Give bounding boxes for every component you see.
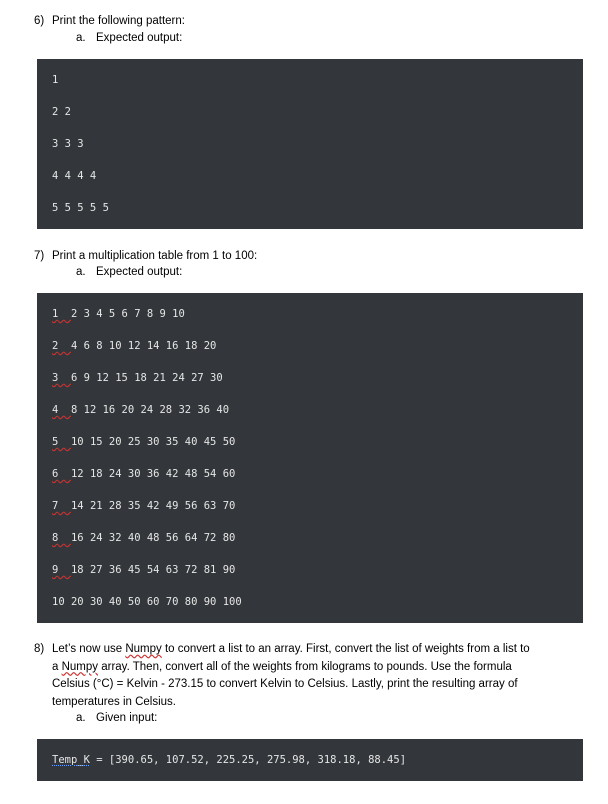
code-line — [52, 754, 406, 766]
multiplication-table-output-block — [37, 293, 583, 623]
question-number: 7) — [34, 250, 45, 262]
given-input-code-block — [37, 739, 583, 781]
row-rest: 12 18 24 30 36 42 48 54 60 — [70, 468, 236, 480]
row-first: 2 — [52, 340, 59, 352]
row-rest: 2 3 4 5 6 7 8 9 10 — [70, 308, 185, 320]
question-7 — [34, 250, 257, 262]
table-row — [52, 372, 223, 384]
row-rest: 16 24 32 40 48 56 64 72 80 — [70, 532, 236, 544]
row-first: 8 — [52, 532, 59, 544]
question-6 — [34, 15, 185, 27]
table-row — [52, 308, 185, 320]
table-row — [52, 468, 235, 480]
table-row — [52, 500, 235, 512]
paragraph-line: Let’s now use Numpy to convert a list to an array. First, convert the list of weights from a list to — [52, 643, 530, 655]
table-row — [52, 436, 235, 448]
code-line: 5 5 5 5 5 — [52, 202, 109, 214]
code-line: 2 2 — [52, 106, 71, 118]
row-first: 4 — [52, 404, 59, 416]
row-rest: 20 30 40 50 60 70 80 90 100 — [70, 596, 242, 608]
code-line: 1 — [52, 74, 59, 86]
pattern-output-block — [37, 59, 583, 229]
paragraph-line: Celsius (°C) = Kelvin - 273.15 to convert Kelvin to Celsius. Lastly, print the resulting array of — [52, 678, 518, 690]
row-first: 1 — [52, 308, 59, 320]
paragraph-line: temperatures in Celsius. — [52, 695, 176, 708]
code-line: 3 3 3 — [52, 138, 84, 150]
question-8-text — [52, 641, 572, 711]
question-text: Print the following pattern: — [52, 15, 185, 27]
row-rest: 8 12 16 20 24 28 32 36 40 — [70, 404, 230, 416]
table-row — [52, 532, 235, 544]
row-rest: 10 15 20 25 30 35 40 45 50 — [70, 436, 236, 448]
row-rest: 18 27 36 45 54 63 72 81 90 — [70, 564, 236, 576]
row-rest: 4 6 8 10 12 14 16 18 20 — [70, 340, 217, 352]
row-rest: 14 21 28 35 42 49 56 63 70 — [70, 500, 236, 512]
code-variable: Temp_K — [52, 754, 90, 766]
table-row — [52, 596, 242, 608]
sub-text: Expected output: — [96, 266, 183, 278]
row-first: 3 — [52, 372, 59, 384]
question-7-sub-a — [76, 266, 182, 278]
code-line: 4 4 4 4 — [52, 170, 97, 182]
sub-label: a. — [76, 712, 86, 724]
code-assignment: = [390.65, 107.52, 225.25, 275.98, 318.18, 88.45] — [89, 754, 407, 766]
question-6-sub-a — [76, 32, 182, 44]
sub-text: Expected output: — [96, 32, 183, 44]
question-number: 6) — [34, 15, 45, 27]
row-first: 5 — [52, 436, 59, 448]
numpy-word: Numpy — [125, 643, 162, 655]
sub-text: Given input: — [96, 712, 158, 724]
row-first: 9 — [52, 564, 59, 576]
paragraph-line: a Numpy array. Then, convert all of the weights from kilograms to pounds. Use the formula — [52, 660, 512, 673]
numpy-word: Numpy — [61, 660, 99, 673]
table-row — [52, 340, 216, 352]
sub-label: a. — [76, 266, 86, 278]
table-row — [52, 564, 235, 576]
sub-label: a. — [76, 32, 86, 44]
row-rest: 6 9 12 15 18 21 24 27 30 — [70, 372, 223, 384]
row-first: 10 — [52, 596, 65, 608]
question-text: Print a multiplication table from 1 to 100: — [52, 250, 258, 262]
question-8-number: 8) — [34, 643, 45, 655]
question-8-sub-a — [76, 712, 157, 724]
row-first: 7 — [52, 500, 59, 512]
table-row — [52, 404, 229, 416]
row-first: 6 — [52, 468, 59, 480]
